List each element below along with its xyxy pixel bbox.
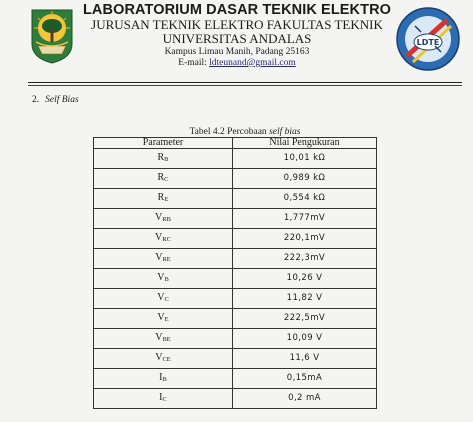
measurement-value: 0,2 mA [233, 389, 377, 409]
parameter-subscript: B [164, 156, 169, 163]
caption-prefix: Tabel 4.2 Percobaan [189, 127, 267, 137]
parameter-symbol: I [159, 372, 163, 383]
parameter-cell [94, 309, 233, 329]
parameter-subscript: CE [162, 356, 171, 363]
parameter-subscript: C [164, 176, 169, 183]
table-row [94, 269, 377, 289]
measurement-value: 0,989 kΩ [233, 169, 377, 189]
header-parameter: Parameter [94, 138, 233, 149]
email-link[interactable]: ldteunand@gmail.com [209, 58, 296, 68]
parameter-subscript: RB [162, 216, 171, 223]
header-rule [28, 82, 462, 83]
measurement-value: 0,15mA [233, 369, 377, 389]
table-row [94, 189, 377, 209]
table-header-row [94, 138, 377, 149]
table-row [94, 169, 377, 189]
parameter-cell [94, 269, 233, 289]
table-row [94, 389, 377, 409]
section-number: 2. [32, 95, 40, 105]
header-value: Nilai Pengukuran [233, 138, 377, 149]
parameter-subscript: RC [162, 236, 171, 243]
lab-title: LABORATORIUM DASAR TEKNIK ELEKTRO [82, 2, 392, 18]
address-line: Kampus Limau Manih, Padang 25163 [164, 47, 310, 57]
parameter-cell [94, 209, 233, 229]
measurement-value: 10,09 V [233, 329, 377, 349]
table-row [94, 289, 377, 309]
parameter-symbol: V [155, 252, 163, 263]
parameter-symbol: R [157, 152, 165, 163]
parameter-symbol: V [157, 292, 165, 303]
department-line: JURUSAN TEKNIK ELEKTRO FAKULTAS TEKNIK [91, 17, 383, 32]
parameter-cell [94, 289, 233, 309]
measurement-value: 11,6 V [233, 349, 377, 369]
parameter-subscript: C [162, 396, 167, 403]
parameter-cell [94, 169, 233, 189]
parameter-cell [94, 369, 233, 389]
lab-logo-icon [395, 6, 461, 72]
parameter-subscript: B [164, 276, 169, 283]
parameter-symbol: V [155, 332, 163, 343]
parameter-cell [94, 189, 233, 209]
measurement-value: 220,1mV [233, 229, 377, 249]
parameter-symbol: I [159, 392, 163, 403]
section-heading [32, 95, 79, 105]
parameter-cell [94, 249, 233, 269]
measurement-value: 222,5mV [233, 309, 377, 329]
measurement-value: 11,82 V [233, 289, 377, 309]
lab-logo-text: LDTE [416, 38, 440, 47]
table-row [94, 309, 377, 329]
parameter-cell [94, 389, 233, 409]
parameter-cell [94, 349, 233, 369]
parameter-symbol: V [157, 312, 165, 323]
table-row [94, 349, 377, 369]
table-row [94, 149, 377, 169]
parameter-symbol: V [155, 232, 163, 243]
university-line: UNIVERSITAS ANDALAS [162, 31, 312, 46]
parameter-symbol: R [157, 172, 165, 183]
measurement-value: 222,3mV [233, 249, 377, 269]
parameter-symbol: V [155, 212, 163, 223]
measurement-value: 10,01 kΩ [233, 149, 377, 169]
email-line [78, 58, 396, 69]
parameter-subscript: E [164, 196, 169, 203]
parameter-subscript: C [164, 296, 169, 303]
measurement-value: 0,554 kΩ [233, 189, 377, 209]
parameter-subscript: BE [162, 336, 171, 343]
parameter-subscript: E [164, 316, 169, 323]
parameter-subscript: B [162, 376, 167, 383]
parameter-cell [94, 329, 233, 349]
parameter-cell [94, 149, 233, 169]
parameter-subscript: RE [162, 256, 171, 263]
measurement-table [93, 137, 377, 409]
table-row [94, 369, 377, 389]
table-row [94, 229, 377, 249]
header-rule-thin [28, 85, 462, 86]
measurement-value: 1,777mV [233, 209, 377, 229]
parameter-symbol: R [157, 192, 165, 203]
table-caption [122, 127, 368, 137]
parameter-symbol: V [155, 352, 163, 363]
university-logo-icon [28, 8, 76, 64]
parameter-cell [94, 229, 233, 249]
table-row [94, 329, 377, 349]
caption-italic: self bias [269, 127, 301, 137]
table-row [94, 209, 377, 229]
letterhead [78, 2, 396, 69]
section-title: Self Bias [45, 95, 79, 105]
measurement-value: 10,26 V [233, 269, 377, 289]
table-row [94, 249, 377, 269]
email-label: E-mail: [178, 58, 207, 68]
parameter-symbol: V [157, 272, 165, 283]
